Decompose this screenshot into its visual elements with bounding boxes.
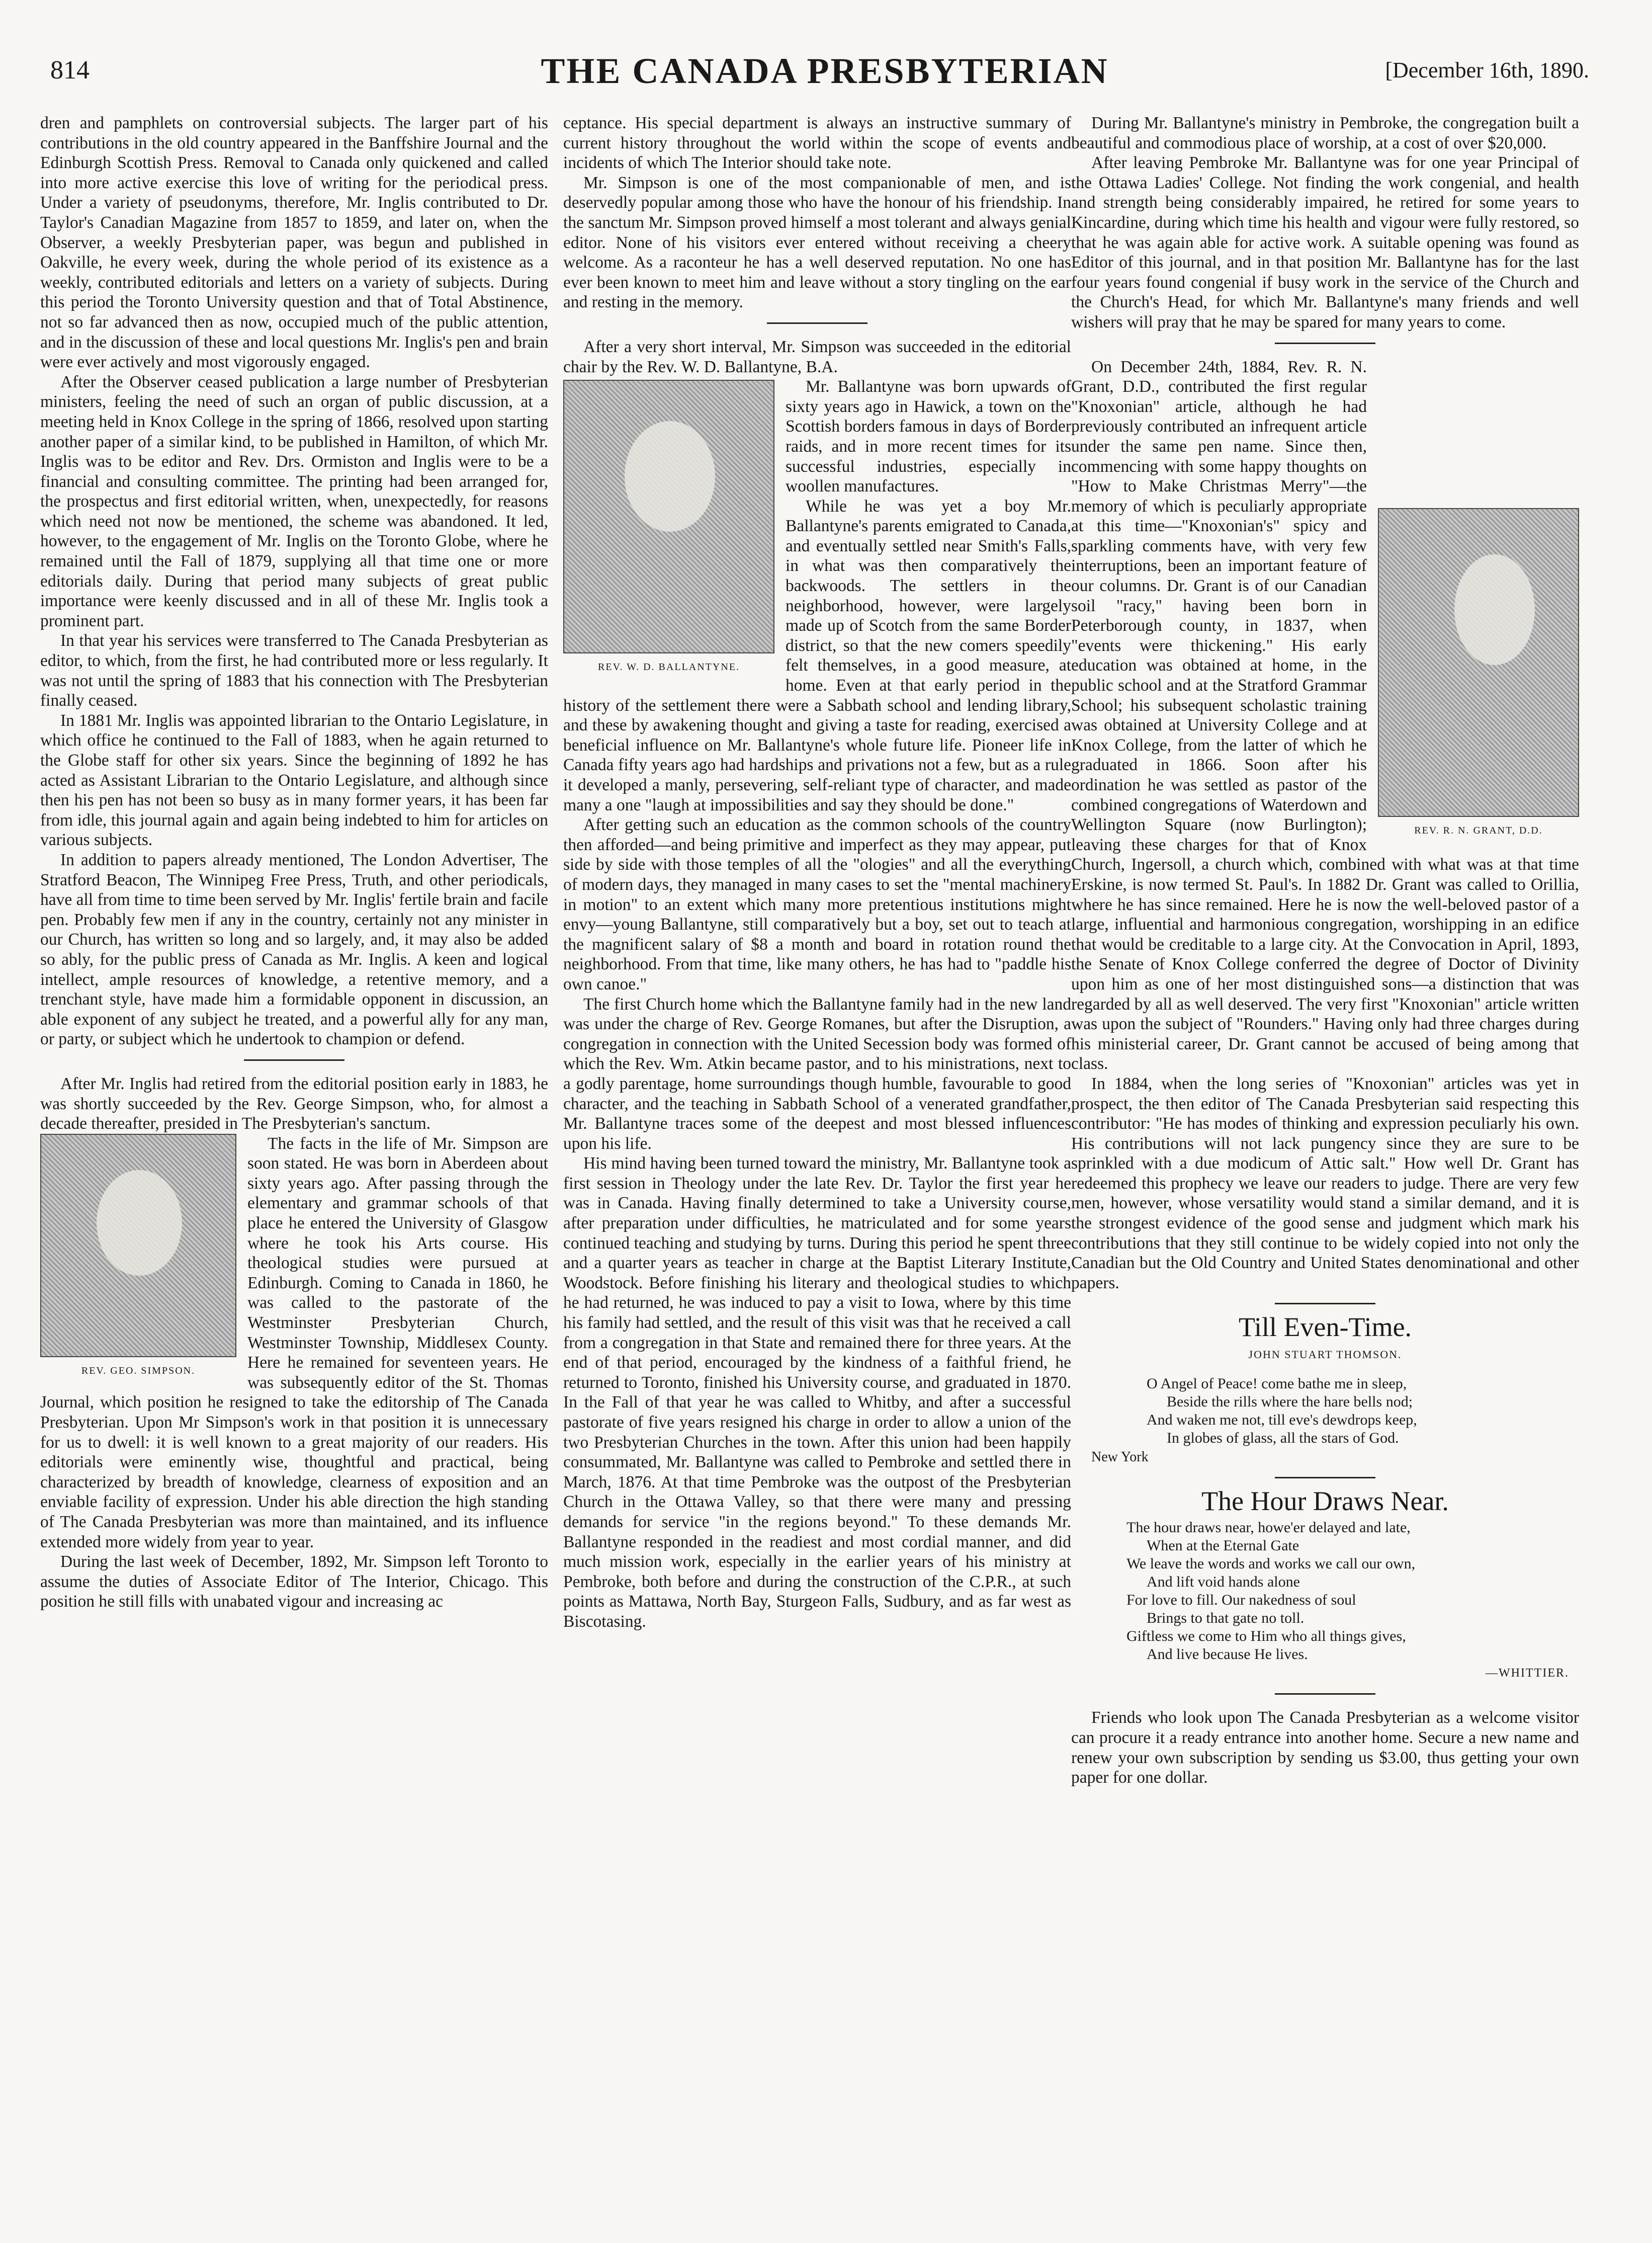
figure-caption: REV. W. D. BALLANTYNE. <box>598 661 740 673</box>
poem-body <box>1126 1519 1579 1664</box>
grant-portrait <box>1378 508 1579 817</box>
column-3 <box>1071 113 1579 1788</box>
poem-author: JOHN STUART THOMSON. <box>1248 1348 1402 1361</box>
paragraph: The facts in the life of Mr. Simpson are soon stated. He was born in Aberdeen about sixty years ago. After passing through the elementary and grammar schools of that place he entered the University of Glasgow where he took his Arts course. His theological studies were pursued at Edinburgh. Coming to Canada in 1860, he was called to the pastorate of the Westminster Presbyterian Church, Westminster Township, Middlesex County. Here he remained for seventeen years. He was subsequently editor of the St. Thomas Journal, which position he resigned to take the editorship of The Canada Presbyterian. Upon Mr Simpson's work in that position it is unnecessary for us to dwell: it is well known to a great majority of our readers. His editorials were eminently wise, thoughtful and practical, being characterized by breadth of knowledge, clearness of exposition and an enviable facility of expression. Under his able direction the high standing of The Canada Presbyterian was more than maintained, and its influence extended more widely from year to year. <box>40 1134 548 1551</box>
poem-line: Brings to that gate no toll. <box>1147 1609 1305 1626</box>
paragraph: The first Church home which the Ballantyne family had in the new land was under the charge of Rev. George Romanes, but after the Disruption, a congregation in connection with the United Secession body was formed of which the Rev. Wm. Atkin became pastor, and to his ministrations, next to a godly parentage, home surroundings though humble, favourable to good character, and the teaching in Sabbath School of a venerated grandfather, Mr. Ballantyne traces some of the deepest and most blessed influences upon his life. <box>563 994 1071 1153</box>
paragraph: In that year his services were transferred to The Canada Presbyterian as editor, to which, from the first, he had contributed more or less regularly. It was not until the spring of 1883 that his connection with The Presbyterian finally ceased. <box>40 631 548 710</box>
paragraph: His mind having been turned toward the ministry, Mr. Ballantyne took a first session in Theology under the late Rev. Dr. Taylor the first year he was in Canada. Having finally determined to take a University course, after preparation under difficulties, he matriculated and for some years continued teaching and studying by turns. During this period he spent three and a quarter years as teacher in charge at the Baptist Literary Institute, Woodstock. Before finishing his literary and theological studies to which he had returned, he was induced to pay a visit to Iowa, where by this time his family had settled, and the result of this visit was that he received a call from a congregation in that State and remained there for three years. At the end of that period, encouraged by the kindness of a faithful friend, he returned to Toronto, finished his University course, and graduated in 1870. In the Fall of that year he was called to Whitby, and after a successful pastorate of five years resigned his charge in order to allow a union of the two Presbyterian Churches in the town. After this union had been happily consummated, Mr. Ballantyne was called to Pembroke and settled there in March, 1876. At that time Pembroke was the outpost of the Presbyterian Church in the Ottawa Valley, so that there were many and pressing demands for service "in the regions beyond." To these demands Mr. Ballantyne responded in the readiest and most cordial manner, and did much mission work, especially in the earlier years of his ministry at Pembroke, both before and during the construction of the C.P.R., at such points as Mattawa, North Bay, Sturgeon Falls, Sudbury, and as far west as Biscotasing. <box>563 1154 1071 1631</box>
poem-title: Till Even-Time. <box>1238 1312 1412 1343</box>
paragraph: Mr. Simpson is one of the most companionable of men, and is deservedly popular among those who have the honour of his friendship. In the sanctum Mr. Simpson proved himself a most tolerant and always genial editor. None of his visitors ever entered without receiving a cheery welcome. As a raconteur he has a well deserved reputation. No one has ever been known to meet him and leave without a story tingling on the ear and resting in the memory. <box>563 173 1071 312</box>
ballantyne-portrait <box>563 380 774 653</box>
paragraph: After Mr. Inglis had retired from the editorial position early in 1883, he was shortly succeeded by the Rev. George Simpson, who, for almost a decade thereafter, presided in The Presbyterian's sanctum. <box>40 1074 548 1133</box>
issue-date: [December 16th, 1890. <box>1385 58 1589 82</box>
poem-line: We leave the words and works we call our own, <box>1126 1555 1416 1572</box>
poem-line: Beside the rills where the hare bells nod; <box>1167 1393 1413 1410</box>
section-divider <box>244 1059 344 1061</box>
poem-line: And live because He lives. <box>1147 1645 1308 1663</box>
page-number: 814 <box>50 56 90 85</box>
poem-line: Giftless we come to Him who all things gives, <box>1126 1627 1406 1644</box>
poem-line: The hour draws near, howe'er delayed and late, <box>1126 1519 1411 1536</box>
poem-line: And lift void hands alone <box>1147 1573 1300 1590</box>
poem-line: In globes of glass, all the stars of God. <box>1167 1429 1399 1446</box>
paragraph: After getting such an education as the common schools of the country then afforded—and being primitive and imperfect as they may appear, put side by side with those temples of all the "ologies" and all the everything of modern days, they managed in many cases to set the "mental machinery in motion" to an extent which many more pretentious institutions might envy—young Ballantyne, still comparatively but a boy, set out to teach at the magnificent salary of $8 a month and board in rotation round the neighborhood. From that time, like many others, he has had to "paddle his own canoe." <box>563 815 1071 993</box>
section-divider <box>1275 1477 1375 1478</box>
figure-caption: REV. GEO. SIMPSON. <box>81 1365 196 1376</box>
section-divider <box>1275 343 1375 344</box>
grant-figure <box>1378 508 1579 841</box>
poem-title: The Hour Draws Near. <box>1201 1486 1449 1517</box>
paragraph: On December 24th, 1884, Rev. R. N. Grant, D.D., contributed the first regular "Knoxonian" article, although he had previously contributed an infrequent article under the same pen name. Since then, commencing with some happy thoughts on "How to Make Christmas Merry"—the memory of which is peculiarly appropriate at this time—"Knoxonian's" spicy and sparkling comments have, with very few interruptions, been an important feature of our columns. Dr. Grant is of our Canadian soil "racy," having been born in Peterborough county, in 1837, when "events were thickening." His early education was obtained at home, in the public school and at the Stratford Grammar School; his subsequent scholastic training was obtained at University College and at Knox College, from the latter of which he graduated in 1866. Soon after his ordination he was settled as pastor of the combined congregations of Waterdown and Wellington Square (now Burlington); leaving these charges for that of Knox Church, Ingersoll, a church which, combined with what was at that time Erskine, is now termed St. Paul's. In 1882 Dr. Grant was called to Orillia, where he has since remained. Here he is now the well-beloved pastor of a large, influential and harmonious congregation, worshipping in an edifice that would be creditable to a large city. At the Convocation in April, 1893, the Senate of Knox College conferred the degree of Doctor of Divinity upon him as one of her most distinguished sons—a distinction that was regarded by all as well deserved. The very first "Knoxonian" article written was upon the subject of "Rounders." Having only had three charges during his ministerial career, Dr. Grant cannot be accused of being among that class. <box>1071 357 1579 1073</box>
paragraph: After the Observer ceased publication a large number of Presbyterian ministers, feeling the need of such an organ of public discussion, at a meeting held in Knox College in the spring of 1866, resolved upon starting another paper of a similar kind, to be published in Hamilton, of which Mr. Inglis was to be editor and Rev. Drs. Ormiston and Inglis were to be a financial and consulting committee. The printing had been arranged for, the prospectus and first editorial written, when, unexpectedly, for reasons which need not now be mentioned, the scheme was abandoned. It led, however, to the engagement of Mr. Inglis on the Toronto Globe, where he remained until the Fall of 1879, supplying all that time one or more editorials daily. During that period many subjects of great public importance were keenly discussed and in all of these Mr. Inglis took a prominent part. <box>40 372 548 630</box>
ballantyne-figure <box>563 380 774 678</box>
section-divider <box>1275 1693 1375 1695</box>
column-1 <box>40 113 548 1612</box>
section-divider <box>1275 1303 1375 1304</box>
poem-credit: —WHITTIER. <box>1486 1666 1569 1680</box>
poem-line: And waken me not, till eve's dewdrops keep, <box>1147 1411 1417 1428</box>
paragraph: During Mr. Ballantyne's ministry in Pembroke, the congregation built a beautiful and commodious place of worship, at a cost of over $20,000. <box>1071 114 1579 152</box>
paragraph: Mr. Ballantyne was born upwards of sixty years ago in Hawick, a town on the Scottish borders famous in days of Border raids, and in more recent times for its successful industries, especially in woollen manufactures. <box>786 377 1071 496</box>
poem-line: O Angel of Peace! come bathe me in sleep, <box>1147 1375 1407 1392</box>
masthead-title: THE CANADA PRESBYTERIAN <box>541 51 1109 91</box>
poem-place: New York <box>1091 1449 1149 1465</box>
paragraph: In addition to papers already mentioned, The London Advertiser, The Stratford Beacon, The Winnipeg Free Press, Truth, and other periodicals, have all from time to time been served by Mr. Inglis' fertile brain and facile pen. Probably few men if any in the country, certainly not any minister in our Church, has written so long and so largely, and, it may also be added so ably, for the public press of Canada as Mr. Inglis. A keen and logical intellect, ample resources of knowledge, a retentive memory, and a trenchant style, have made him a formidable opponent in discussion, an able exponent of any subject he treated, and a powerful ally for any man, or party, or subject which he undertook to champion or defend. <box>40 850 548 1049</box>
poem-line: When at the Eternal Gate <box>1147 1537 1299 1554</box>
poem-line: For love to fill. Our nakedness of soul <box>1126 1591 1356 1608</box>
simpson-portrait <box>40 1134 236 1357</box>
column-2 <box>563 113 1071 1632</box>
simpson-figure <box>40 1134 236 1381</box>
paragraph: After a very short interval, Mr. Simpson was succeeded in the editorial chair by the Rev. W. D. Ballantyne, B.A. <box>563 337 1071 376</box>
poem-body <box>1147 1375 1579 1447</box>
paragraph: During the last week of December, 1892, Mr. Simpson left Toronto to assume the duties of Associate Editor of The Interior, Chicago. This position he still fills with unabated vigour and increasing ac <box>40 1552 548 1611</box>
section-divider <box>767 322 867 324</box>
paragraph: In 1884, when the long series of "Knoxonian" articles was yet in prospect, the then editor of The Canada Presbyterian said respecting this contributor: "He has modes of thinking and expression peculiarly his own. His contributions will not lack pungency since they are sure to be sprinkled with a due modicum of Attic salt." How well Dr. Grant has redeemed this prophecy we leave our readers to judge. There are very few men, however, whose versatility would stand a similar demand, and it is the strongest evidence of the good sense and judgment which mark his contributions that they still continue to be widely copied into not only the Canadian but the Old Country and United States denominational and other papers. <box>1071 1074 1579 1292</box>
page-header <box>40 45 1609 101</box>
paragraph: After leaving Pembroke Mr. Ballantyne was for one year Principal of the Ottawa Ladies' College. Not finding the work congenial, and health and strength being considerably impaired, he retired for some years to Kincardine, during which time his health and vigour were fully restored, so that he was again able for active work. A suitable opening was found as Editor of this journal, and in that position Mr. Ballantyne has for the last four years found congenial if busy work in the service of the Church and the Church's Head, for which Mr. Ballantyne's many friends and well wishers will pray that he may be spared for many years to come. <box>1071 153 1579 331</box>
paragraph: ceptance. His special department is always an instructive summary of current history throughout the world within the scope of events and incidents of which The Interior should take note. <box>563 114 1071 173</box>
subscription-notice: Friends who look upon The Canada Presbyterian as a welcome visitor can procure it a ready entrance into another home. Secure a new name and renew your own subscription by sending us $3.00, thus getting your own paper for one dollar. <box>1071 1708 1579 1787</box>
paragraph: While he was yet a boy Mr. Ballantyne's parents emigrated to Canada, and eventually settled near Smith's Falls, in what was then comparatively the backwoods. The settlers in the neighborhood, however, were largely made up of Scotch from the same Border district, so that the new comers speedily felt themselves, in a good measure, at home. Even at that early period in the history of the settlement there were a Sabbath school and lending library, and these by awakening thought and giving a taste for reading, exercised a beneficial influence on Mr. Ballantyne's whole future life. Pioneer life in Canada fifty years ago had hardships and privations not a few, but as a rule it developed a manly, persevering, self-reliant type of character, and made many a one "laugh at impossibilities and say they should be done." <box>563 496 1071 814</box>
figure-caption: REV. R. N. GRANT, D.D. <box>1414 824 1543 836</box>
paragraph: dren and pamphlets on controversial subjects. The larger part of his contributions in the old country appeared in the Banffshire Journal and the Edinburgh Scottish Press. Removal to Canada only quickened and called into more active exercise this love of writing for the periodical press. Under a variety of pseudonyms, therefore, Mr. Inglis contributed to Dr. Taylor's Canadian Magazine from 1857 to 1859, and later on, when the Observer, a weekly Presbyterian paper, was begun and published in Oakville, he every week, during the whole period of its existence as a weekly, contributed editorials and letters on a variety of subjects. During this period the Toronto University question and that of Total Abstinence, not so far advanced then as now, occupied much of the public attention, and in the discussion of these and local questions Mr. Inglis's pen and brain were ever actively and most vigorously engaged. <box>40 114 548 372</box>
paragraph: In 1881 Mr. Inglis was appointed librarian to the Ontario Legislature, in which office he continued to the Fall of 1883, when he again returned to the Globe staff for other six years. Since the beginning of 1892 he has acted as Assistant Librarian to the Ontario Legislature, and although since then his pen has not been so busy as in many former years, it has been far from idle, this journal again and again being indebted to him for articles on various subjects. <box>40 711 548 850</box>
